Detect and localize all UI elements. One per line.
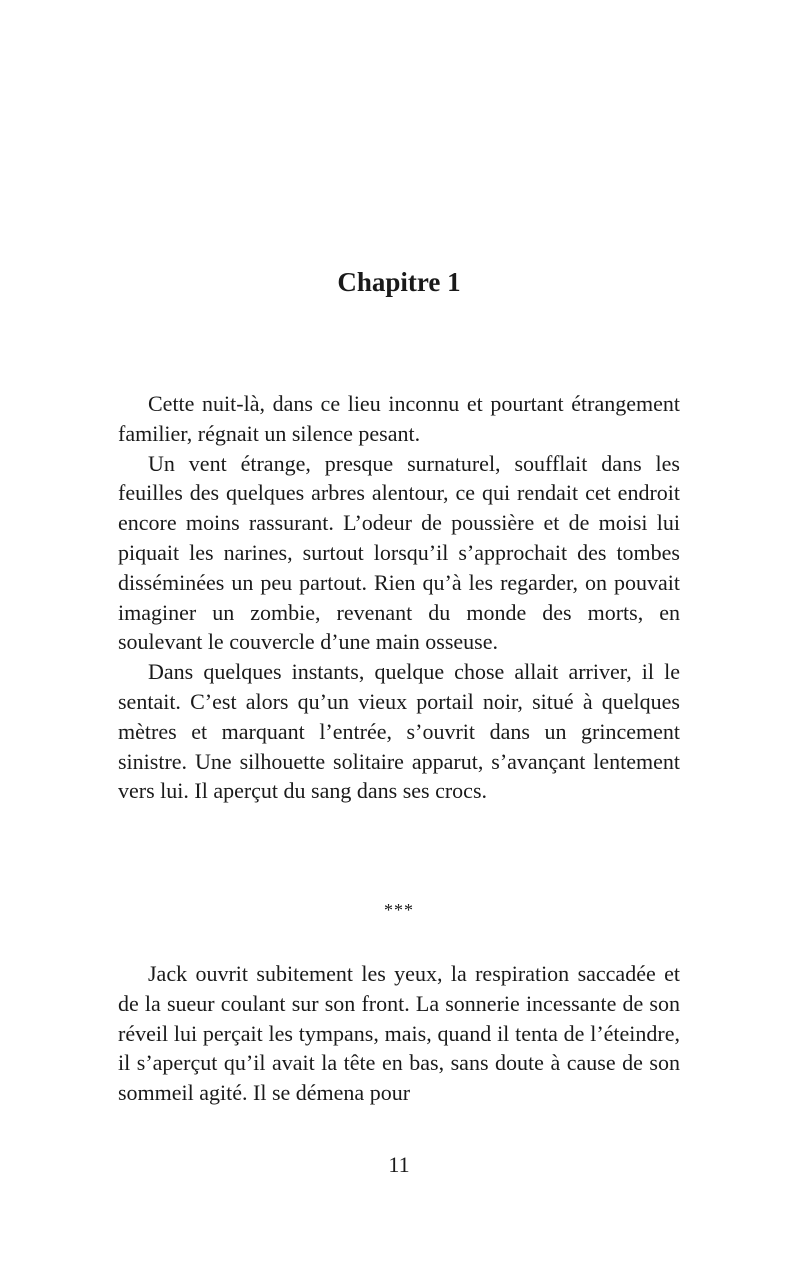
chapter-title: Chapitre 1: [337, 267, 461, 297]
section-separator: ***: [384, 900, 414, 920]
section-two: [118, 959, 680, 1108]
paragraph: Jack ouvrit subitement les yeux, la respiration saccadée et de la sueur coulant sur son front. La sonnerie incessante de son réveil lui perçait les tympans, mais, quand il tenta de l’éteindre, il s’aperçut qu’il avait la tête en bas, sans doute à cause de son sommeil agité. Il se démena pour: [118, 961, 680, 1106]
section-one: [118, 389, 680, 806]
paragraph: Un vent étrange, presque surnaturel, soufflait dans les feuilles des quelques arbres alentour, ce qui rendait cet endroit encore moins rassurant. L’odeur de poussière et de moisi lui piquait les narines, surtout lorsqu’il s’approchait des tombes disséminées un peu partout. Rien qu’à les regarder, on pouvait imaginer un zombie, revenant du monde des morts, en soulevant le couvercle d’une main osseuse.: [118, 450, 680, 655]
paragraph: Cette nuit-là, dans ce lieu inconnu et pourtant étrangement familier, régnait un silence pesant.: [118, 391, 680, 446]
paragraph: Dans quelques instants, quelque chose allait arriver, il le sentait. C’est alors qu’un vieux portail noir, situé à quelques mètres et marquant l’entrée, s’ouvrit dans un grincement sinistre. Une silhouette solitaire apparut, s’avançant lentement vers lui. Il aperçut du sang dans ses crocs.: [118, 659, 680, 804]
page-number: 11: [388, 1152, 410, 1177]
